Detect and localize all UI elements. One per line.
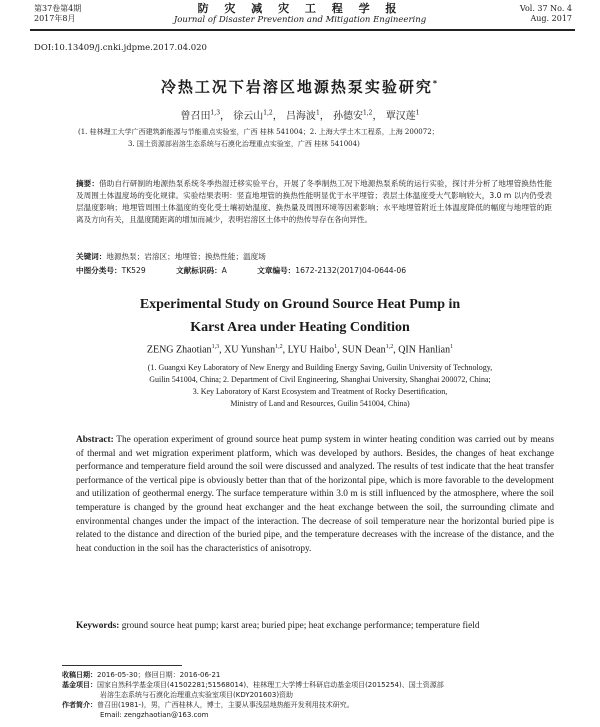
authors-cn: 曾召田$^{1,3}$， 徐云山$^{1,2}$， 吕海波$^1$， 孙德安$^{1,2}$， 覃汉莲$^1$ — [180, 109, 420, 122]
doi: DOI:10.13409/j.cnki.jdpme.2017.04.020 — [34, 43, 207, 53]
abstract-cn-label: 摘要： — [76, 179, 100, 188]
author-en: QIN Hanlian — [398, 344, 451, 356]
author-cn: 吕海波 — [285, 111, 316, 122]
abstract-en-label: Abstract: — [76, 435, 114, 445]
fund-line-2: 岩溶生态系统与石漠化治理重点实验室项目(KDY201603)资助 — [100, 691, 294, 699]
fund-line: 国家自然科学基金项目(41502281;51568014)、桂林理工大学博士科研启动基金项目(2015254)、国土资源部 — [97, 681, 444, 689]
author-en: SUN Dean — [342, 344, 386, 356]
abstract-en — [76, 434, 554, 556]
header-date-en: Aug. 2017 — [530, 14, 572, 23]
author-bio: 曾召田(1981-)，男，广西桂林人，博士，主要从事浅层地热能开发利用技术研究。 — [97, 701, 354, 709]
journal-name-cn: 防 灾 减 灾 工 程 学 报 — [197, 2, 403, 15]
authors-en: ZENG Zhaotian$^{1,3}$, XU Yunshan$^{1,2}$, LYU Haibo$^1$, SUN Dean$^{1,2}$, QIN Hanlian$^1$ — [146, 344, 454, 356]
keywords-en-text: ground source heat pump; karst area; buried pipe; heat exchange performance; temperature field — [121, 621, 480, 631]
author-en-sup: 1,3 — [211, 344, 220, 350]
header-volume-info — [520, 4, 572, 24]
author-cn-sup: 1,2 — [362, 109, 373, 117]
keywords-en — [76, 620, 554, 634]
author-email: Email: zengzhaotian@163.com — [100, 711, 209, 719]
author-en-sup: 1 — [334, 344, 338, 350]
author-cn-sup: 1 — [415, 109, 420, 117]
abstract-en-text: The operation experiment of ground source heat pump system in winter heating condition was carried out by means of thermal and wet migration experiment platform, which was developed by authors. Besides, the changes of heat exchange performance and temperature field around the soil were discussed and analyzed. The results of test indicate that the heat transfer performance of the vertical pipe is obviously better than that of the horizontal pipe, which is more favorable to the development and utilization of geothermal energy. The surface temperature within 3.0 m is still influenced by the atmosphere, where the soil temperature is changed by the ground heat exchanger and the heat exchange between the soil, the surrounding climate and environmental changes under the impact of the interaction. The decrease of soil temperature near the horizontal buried pipe is related to the distance and direction of the buried pipe, and the temperature decreases with the increase of the distance, and the heat conduction in the soil has the characteristics of anisotropy. — [76, 435, 554, 554]
header-volume-cn: 第37卷第4期 — [34, 4, 82, 13]
title-cn-mark: * — [432, 79, 440, 88]
affiliation-en-line: (1. Guangxi Key Laboratory of New Energy and Building Energy Saving, Guilin University of Technology, — [147, 363, 493, 372]
author-en-sup: 1,2 — [275, 344, 283, 350]
article-no: 1672-2132(2017)04-0644-06 — [295, 266, 407, 275]
keywords-cn-text: 地源热泵；岩溶区；地埋管；换热性能；温度场 — [106, 252, 266, 261]
footnote-fund — [62, 680, 562, 690]
affiliation-en-line: 3. Key Laboratory of Karst Ecosystem and Treatment of Rocky Desertification, — [192, 387, 448, 396]
journal-header — [0, 2, 600, 26]
author-cn: 曾召田 — [180, 111, 211, 122]
footnote-received — [62, 670, 562, 680]
affiliation-cn-line: (1. 桂林理工大学广西建筑新能源与节能重点实验室，广西 桂林 541004；2. 上海大学土木工程系，上海 200072； — [78, 128, 439, 136]
affiliation-en-line: Guilin 541004, China; 2. Department of Civil Engineering, Shanghai University, Shanghai 200072, China; — [149, 375, 491, 384]
author-cn: 徐云山 — [233, 111, 264, 122]
title-en-line: Experimental Study on Ground Source Heat Pump in — [139, 297, 461, 312]
title-cn-text: 冷热工况下岩溶区地源热泵实验研究 — [160, 78, 433, 96]
author-cn: 孙德安 — [332, 111, 363, 122]
abstract-cn-text: 借助自行研制的地源热泵系统冬季热湿迁移实验平台，开展了冬季制热工况下地源热泵系统的运行实验，探讨并分析了地埋管换热性能及周围土体温度场的变化规律。实验结果表明：竖直地埋管的换热性能明显优于水平埋管；表层土体温度受大气影响较大，3.0 m 以内仍受表层温度影响；地埋管周围土体温度的变化受土壤初始温度、换热量及周围环境等因素影响；水平地埋管附近土体温度降低的幅度与地埋管的距离及方向有关，且温度随距离的增加而减少，表明岩溶区土体中的热传导存在各向异性。 — [76, 179, 553, 224]
author-bio-label: 作者简介： — [62, 701, 97, 709]
keywords-cn-label: 关键词： — [76, 252, 107, 261]
footnote-author — [62, 700, 562, 710]
author-en-sup: 1,2 — [385, 344, 394, 350]
affiliation-en-line: Ministry of Land and Resources, Guilin 541004, China) — [230, 399, 410, 408]
affiliations-en — [100, 362, 540, 410]
classification-row — [76, 265, 556, 276]
header-volume-en: Vol. 37 No. 4 — [519, 4, 572, 13]
class-no-label: 中图分类号： — [76, 266, 122, 275]
author-en-sup: 1 — [450, 344, 454, 350]
title-en — [0, 293, 600, 339]
doc-code-label: 文献标识码： — [176, 266, 222, 275]
article-no-label: 文章编号： — [257, 266, 296, 275]
footnote-rule — [62, 665, 182, 666]
footnotes — [62, 670, 562, 720]
author-cn-sup: 1,3 — [210, 109, 221, 117]
author-cn-sup: 1,2 — [263, 109, 273, 117]
doc-code: A — [221, 266, 227, 275]
fund-label: 基金项目： — [62, 681, 97, 689]
author-en: ZENG Zhaotian — [146, 344, 212, 356]
keywords-en-label: Keywords: — [76, 621, 120, 631]
abstract-cn — [76, 178, 552, 226]
header-date-cn: 2017年8月 — [34, 14, 76, 23]
header-rule — [30, 29, 575, 31]
affiliations-cn — [78, 126, 548, 150]
keywords-cn — [76, 251, 556, 262]
title-cn — [0, 76, 600, 97]
author-cn: 覃汉莲 — [385, 111, 416, 122]
affiliation-cn-line: 3. 国土资源部岩溶生态系统与石漠化治理重点实验室，广西 桂林 541004) — [128, 140, 360, 148]
author-en: XU Yunshan — [224, 344, 276, 356]
received-label: 收稿日期： — [62, 671, 97, 679]
class-no: TK529 — [121, 266, 146, 275]
author-cn-sup: 1 — [315, 109, 320, 117]
received-dates: 2016-05-30；修回日期：2016-06-21 — [97, 671, 221, 679]
journal-name-en: Journal of Disaster Prevention and Mitigation Engineering — [173, 15, 427, 25]
title-en-line: Karst Area under Heating Condition — [190, 320, 410, 335]
author-en: LYU Haibo — [287, 344, 335, 356]
